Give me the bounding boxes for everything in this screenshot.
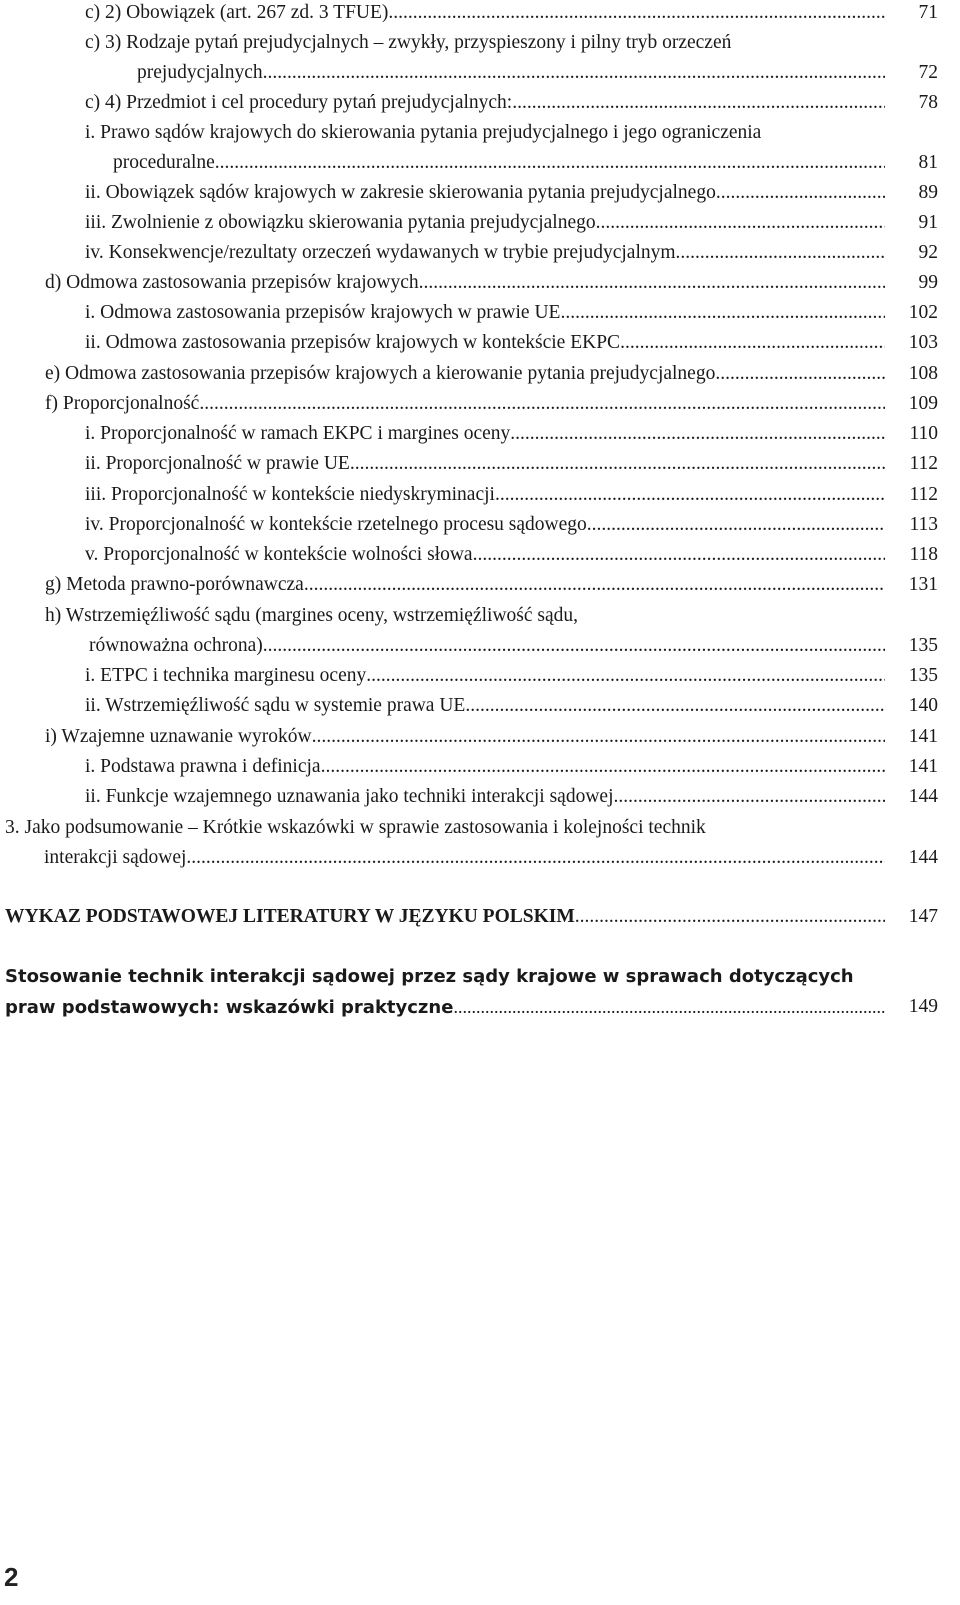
toc-entry-title-line [45, 391, 885, 417]
toc-entry-page: 112 [909, 484, 938, 505]
dot-leader [321, 754, 885, 780]
toc-entry-title: interakcji sądowej [44, 847, 187, 868]
toc-entry-page: 140 [908, 695, 938, 716]
toc-entry-page: 112 [909, 453, 938, 474]
toc-entry-title-line [85, 90, 885, 116]
toc-entry-title: ii. Wstrzemięźliwość sądu w systemie prawa UE [85, 695, 466, 716]
dot-leader [715, 361, 885, 387]
toc-entry-title-line [44, 845, 885, 871]
toc-entry-title: iii. Proporcjonalność w kontekście niedyskryminacji [85, 484, 495, 505]
dot-leader [263, 60, 885, 86]
dot-leader [620, 330, 885, 356]
toc-entry-title-first-line: 3. Jako podsumowanie – Krótkie wskazówki w sprawie zastosowania i kolejności technik [5, 817, 706, 838]
toc-entry-title-line [85, 512, 885, 538]
toc-entry-page: 81 [918, 152, 938, 173]
toc-entry-title: f) Proporcjonalność [45, 393, 200, 414]
toc-entry-title-first-line: Stosowanie technik interakcji sądowej przez sądy krajowe w sprawach dotyczących [5, 966, 854, 987]
toc-entry-page: 110 [909, 423, 938, 444]
toc-entry-page: 99 [918, 272, 938, 293]
toc-entry-page: 141 [908, 726, 938, 747]
toc-entry-title: ii. Obowiązek sądów krajowych w zakresie skierowania pytania prejudycjalnego [85, 182, 716, 203]
dot-leader [215, 150, 885, 176]
dot-leader [465, 693, 885, 719]
toc-entry-title: i) Wzajemne uznawanie wyroków [45, 726, 312, 747]
toc-entry-title-line [85, 754, 885, 780]
toc-entry-title: proceduralne [113, 152, 215, 173]
toc-entry-page: 109 [908, 393, 938, 414]
toc-entry-title: równoważna ochrona) [89, 635, 263, 656]
toc-entry-page: 89 [918, 182, 938, 203]
toc-entry-title-line [45, 724, 885, 750]
toc-entry-title: iv. Konsekwencje/rezultaty orzeczeń wydawanych w trybie prejudycjalnym [85, 242, 676, 263]
toc-entry-page: 91 [918, 212, 938, 233]
toc-entry-page: 71 [918, 2, 938, 23]
dot-leader [263, 633, 885, 659]
toc-entry-page: 78 [918, 92, 938, 113]
toc-entry-page: 92 [918, 242, 938, 263]
page-number: 2 [4, 1562, 19, 1592]
toc-entry-title-line [5, 904, 885, 930]
toc-entry-title: iv. Proporcjonalność w kontekście rzetelnego procesu sądowego [85, 514, 587, 535]
toc-entry-title: i. Proporcjonalność w ramach EKPC i margines oceny [85, 423, 511, 444]
toc-entry-title: e) Odmowa zastosowania przepisów krajowych a kierowanie pytania prejudycjalnego [45, 363, 716, 384]
dot-leader [495, 482, 885, 508]
dot-leader [716, 180, 885, 206]
toc-entry-title: ii. Proporcjonalność w prawie UE [85, 453, 350, 474]
toc-entry-title-first-line: i. Prawo sądów krajowych do skierowania pytania prejudycjalnego i jego ograniczenia [85, 122, 762, 143]
toc-entry-title: ii. Odmowa zastosowania przepisów krajowych w kontekście EKPC [85, 332, 621, 353]
dot-leader [304, 572, 885, 598]
toc-entry-title-line [137, 60, 885, 86]
toc-entry-title-line [89, 633, 885, 659]
toc-entry-page: 144 [908, 786, 938, 807]
toc-entry-title-line [45, 361, 885, 387]
toc-entry-title: prejudycjalnych [137, 62, 263, 83]
toc-entry-page: 108 [908, 363, 938, 384]
toc-entry-title-line [85, 663, 885, 689]
toc-entry-title-first-line: c) 3) Rodzaje pytań prejudycjalnych – zwykły, przyspieszony i pilny tryb orzeczeń [85, 32, 732, 53]
toc-entry-title-line [85, 421, 885, 447]
toc-entry-page: 102 [908, 302, 938, 323]
toc-entry-title: v. Proporcjonalność w kontekście wolności słowa [85, 544, 473, 565]
toc-entry-title-line [45, 572, 885, 598]
toc-entry-title: i. Podstawa prawna i definicja [85, 756, 321, 777]
toc-entry-page: 135 [908, 665, 938, 686]
toc-entry-title: praw podstawowych: wskazówki praktyczne [5, 997, 454, 1018]
toc-entry-title-line [5, 994, 885, 1020]
dot-leader [186, 845, 885, 871]
toc-entry-title: WYKAZ PODSTAWOWEJ LITERATURY W JĘZYKU POLSKIM [5, 906, 575, 927]
dot-leader [473, 542, 885, 568]
dot-leader [676, 240, 885, 266]
toc-entry-title-line [85, 0, 885, 26]
toc-entry-title-line [85, 240, 885, 266]
toc-entry-page: 72 [918, 62, 938, 83]
toc-entry-title-line [85, 693, 885, 719]
toc-entry-title: c) 4) Przedmiot i cel procedury pytań prejudycjalnych: [85, 92, 513, 113]
toc-entry-title: iii. Zwolnienie z obowiązku skierowania pytania prejudycjalnego [85, 212, 596, 233]
toc-entry-title-line [113, 150, 885, 176]
dot-leader [199, 391, 885, 417]
dot-leader [587, 512, 885, 538]
toc-entry-title-line [85, 210, 885, 236]
toc-entry-title-line [85, 330, 885, 356]
toc-entry-page: 147 [908, 906, 938, 927]
dot-leader [613, 784, 885, 810]
dot-leader [512, 90, 885, 116]
toc-entry-page: 135 [908, 635, 938, 656]
toc-entry-page: 141 [908, 756, 938, 777]
toc-entry-title-line [85, 542, 885, 568]
toc-entry-title-line [85, 180, 885, 206]
dot-leader [366, 663, 885, 689]
dot-leader [419, 270, 885, 296]
dot-leader [596, 210, 885, 236]
dot-leader [453, 994, 885, 1020]
dot-leader [350, 451, 885, 477]
toc-entry-title: c) 2) Obowiązek (art. 267 zd. 3 TFUE) [85, 2, 389, 23]
toc-entry-title: d) Odmowa zastosowania przepisów krajowych [45, 272, 419, 293]
toc-entry-page: 149 [908, 996, 938, 1017]
toc-entry-title-line [85, 784, 885, 810]
toc-entry-title: g) Metoda prawno-porównawcza [45, 574, 304, 595]
toc-entry-page: 144 [908, 847, 938, 868]
toc-entry-title: i. Odmowa zastosowania przepisów krajowych w prawie UE [85, 302, 561, 323]
toc-entry-title-line [85, 482, 885, 508]
dot-leader [388, 0, 885, 26]
toc-entry-title-first-line: h) Wstrzemięźliwość sądu (margines oceny, wstrzemięźliwość sądu, [45, 605, 579, 626]
dot-leader [510, 421, 885, 447]
toc-entry-title: ii. Funkcje wzajemnego uznawania jako techniki interakcji sądowej [85, 786, 614, 807]
toc-entry-page: 113 [909, 514, 938, 535]
toc-entry-title-line [85, 300, 885, 326]
dot-leader [575, 904, 885, 930]
toc-entry-page: 103 [908, 332, 938, 353]
toc-entry-title: i. ETPC i technika marginesu oceny [85, 665, 367, 686]
toc-entry-page: 118 [909, 544, 938, 565]
dot-leader [560, 300, 885, 326]
dot-leader [312, 724, 885, 750]
toc-entry-page: 131 [908, 574, 938, 595]
toc-entry-title-line [45, 270, 885, 296]
toc-entry-title-line [85, 451, 885, 477]
